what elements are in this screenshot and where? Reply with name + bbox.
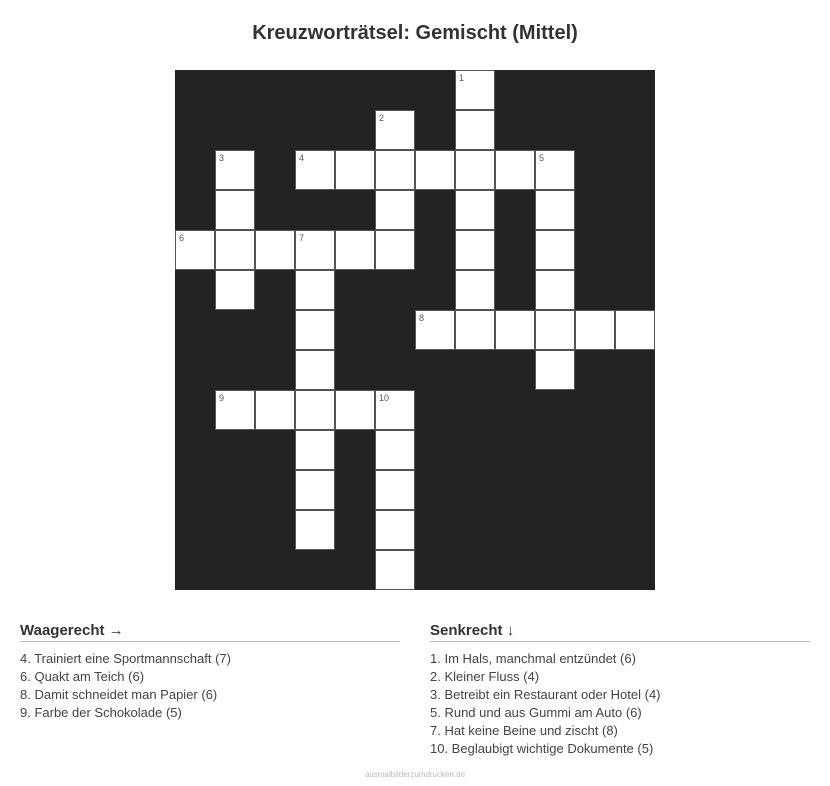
grid-cell[interactable] <box>215 270 255 310</box>
down-clue: 10. Beglaubigt wichtige Dokumente (5) <box>430 741 654 756</box>
grid-cell[interactable] <box>175 230 215 270</box>
grid-cell[interactable] <box>295 310 335 350</box>
grid-cell[interactable] <box>455 270 495 310</box>
crossword-grid <box>175 70 655 590</box>
grid-cell[interactable] <box>375 430 415 470</box>
across-clue: 6. Quakt am Teich (6) <box>20 669 145 684</box>
grid-cell[interactable] <box>295 470 335 510</box>
grid-cell[interactable] <box>335 150 375 190</box>
down-arrow-icon: ↓ <box>506 622 515 639</box>
cell-number: 4 <box>299 153 305 163</box>
grid-cell[interactable] <box>495 310 535 350</box>
cell-number: 1 <box>459 73 465 83</box>
right-arrow-icon: → <box>108 622 124 639</box>
grid-cell[interactable] <box>375 470 415 510</box>
grid-cell[interactable] <box>295 230 335 270</box>
grid-cell[interactable] <box>415 150 455 190</box>
grid-cell[interactable] <box>535 270 575 310</box>
grid-cell[interactable] <box>575 310 615 350</box>
across-clue: 9. Farbe der Schokolade (5) <box>20 705 182 720</box>
down-clue: 3. Betreibt ein Restaurant oder Hotel (4) <box>430 687 661 702</box>
cell-number: 6 <box>179 233 185 243</box>
grid-cell[interactable] <box>455 230 495 270</box>
grid-cell[interactable] <box>335 230 375 270</box>
across-heading-label: Waagerecht <box>20 622 105 639</box>
down-clue: 1. Im Hals, manchmal entzündet (6) <box>430 651 636 666</box>
grid-cell[interactable] <box>375 190 415 230</box>
grid-cell[interactable] <box>215 390 255 430</box>
cell-number: 5 <box>539 153 545 163</box>
down-clue-list <box>430 650 810 758</box>
grid-cell[interactable] <box>375 110 415 150</box>
grid-cell[interactable] <box>295 150 335 190</box>
across-clue-list <box>20 650 400 722</box>
down-clue: 7. Hat keine Beine und zischt (8) <box>430 723 618 738</box>
grid-cell[interactable] <box>455 190 495 230</box>
grid-cell[interactable] <box>255 390 295 430</box>
across-clue: 4. Trainiert eine Sportmannschaft (7) <box>20 651 231 666</box>
grid-cell[interactable] <box>455 70 495 110</box>
across-heading <box>20 621 400 642</box>
grid-cell[interactable] <box>455 150 495 190</box>
footer-credit: ausmalbilderzumdrucken.de <box>364 770 466 779</box>
grid-cell[interactable] <box>535 310 575 350</box>
grid-cell[interactable] <box>495 150 535 190</box>
across-clue: 8. Damit schneidet man Papier (6) <box>20 687 218 702</box>
grid-cell[interactable] <box>535 230 575 270</box>
grid-cell[interactable] <box>415 310 455 350</box>
grid-cell[interactable] <box>215 190 255 230</box>
down-heading-label: Senkrecht <box>430 622 503 639</box>
cell-number: 9 <box>219 393 225 403</box>
cell-number: 3 <box>219 153 225 163</box>
down-clues-section <box>430 621 810 758</box>
page-title: Kreuzworträtsel: Gemischt (Mittel) <box>252 22 578 44</box>
grid-cell[interactable] <box>455 110 495 150</box>
cell-number: 10 <box>379 393 390 403</box>
across-clues-section <box>20 621 400 722</box>
grid-cell[interactable] <box>375 510 415 550</box>
grid-cell[interactable] <box>295 390 335 430</box>
grid-cell[interactable] <box>215 150 255 190</box>
grid-cell[interactable] <box>615 310 655 350</box>
grid-cell[interactable] <box>375 230 415 270</box>
cell-number: 8 <box>419 313 425 323</box>
grid-cell[interactable] <box>295 350 335 390</box>
grid-cell[interactable] <box>535 190 575 230</box>
grid-cell[interactable] <box>255 230 295 270</box>
grid-cell[interactable] <box>335 390 375 430</box>
grid-cell[interactable] <box>295 270 335 310</box>
down-clue: 2. Kleiner Fluss (4) <box>430 669 540 684</box>
grid-cell[interactable] <box>375 150 415 190</box>
grid-cell[interactable] <box>295 510 335 550</box>
cell-number: 2 <box>379 113 385 123</box>
grid-cell[interactable] <box>215 230 255 270</box>
cell-number: 7 <box>299 233 305 243</box>
down-clue: 5. Rund und aus Gummi am Auto (6) <box>430 705 642 720</box>
grid-cell[interactable] <box>535 150 575 190</box>
grid-cell[interactable] <box>455 310 495 350</box>
grid-cell[interactable] <box>375 390 415 430</box>
grid-cell[interactable] <box>295 430 335 470</box>
grid-cell[interactable] <box>535 350 575 390</box>
grid-cell[interactable] <box>375 550 415 590</box>
down-heading <box>430 621 810 642</box>
